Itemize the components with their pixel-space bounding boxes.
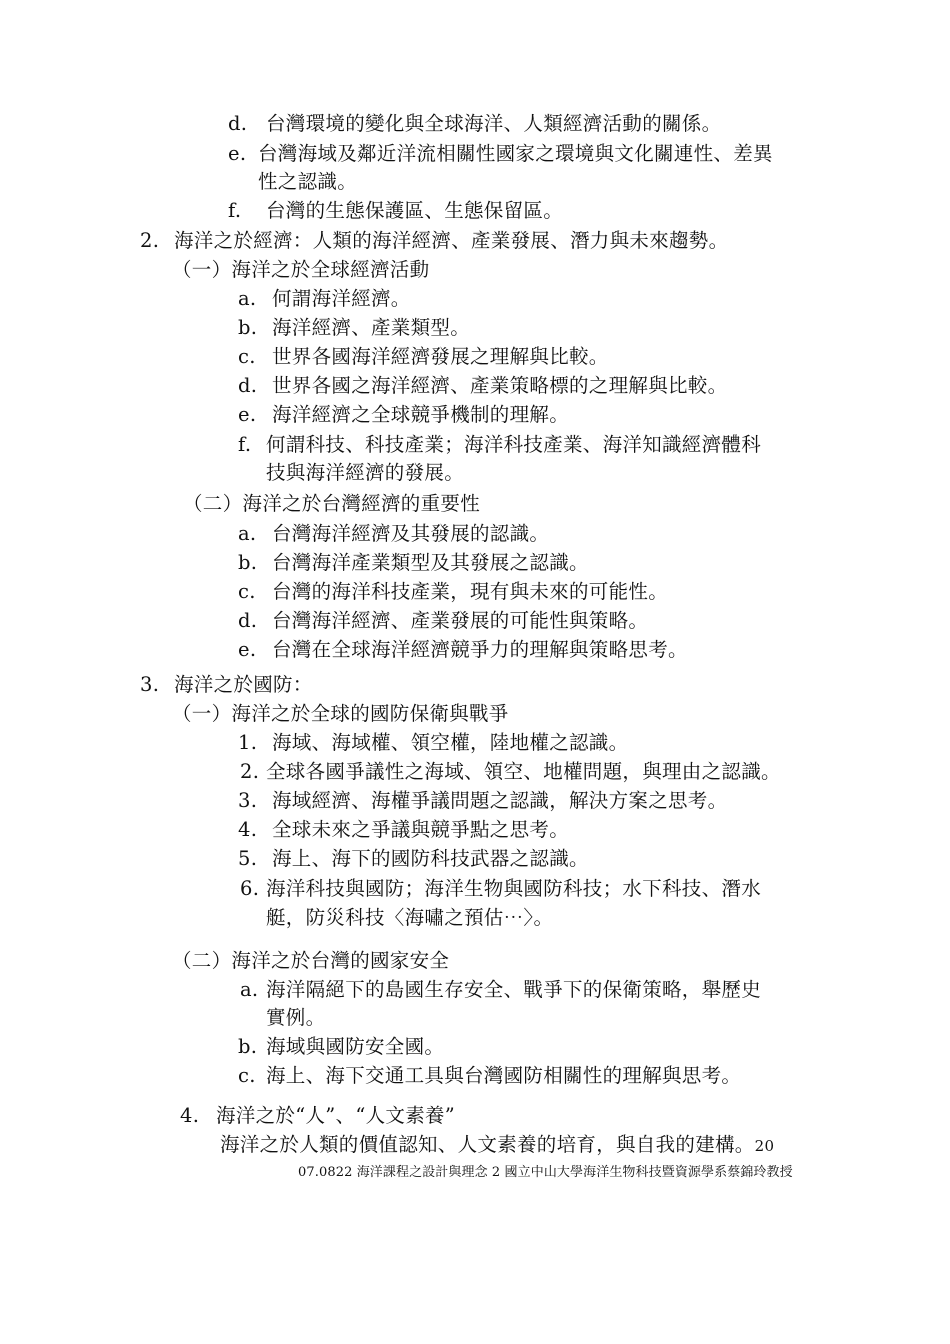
list-item [240, 875, 761, 903]
section-number: 4. [180, 1104, 200, 1127]
list-marker: 5. [238, 847, 258, 870]
list-text: 台灣在全球海洋經濟競爭力的理解與策略思考。 [272, 638, 688, 661]
list-text: 台灣的海洋科技產業，現有與未來的可能性。 [272, 580, 669, 603]
subsection-title: 海洋之於全球經濟活動 [231, 258, 430, 281]
subsection-marker: （二） [183, 492, 243, 515]
list-marker: a. [238, 522, 257, 545]
list-item [238, 520, 549, 548]
list-text: 海上、海下的國防科技武器之認識。 [272, 847, 589, 870]
list-item [238, 607, 648, 635]
list-item [238, 401, 569, 429]
list-marker: e. [228, 142, 247, 165]
list-item [238, 549, 589, 577]
list-item [238, 343, 609, 371]
list-text: 海上、海下交通工具與台灣國防相關性的理解與思考。 [266, 1064, 742, 1087]
list-text: 全球各國爭議性之海域、領空、地權問題，與理由之認識。 [266, 760, 781, 783]
list-text: 何謂科技、科技產業；海洋科技產業、海洋知識經濟體科 [266, 433, 762, 456]
section-number: 2. [140, 229, 160, 252]
list-text: 艇，防災科技〈海嘯之預估⋯〉。 [266, 906, 554, 929]
list-item [238, 314, 470, 342]
page-number: 20 [754, 1137, 775, 1155]
list-item [240, 758, 781, 786]
list-marker: f. [238, 433, 252, 456]
list-marker: a. [238, 287, 257, 310]
list-item [238, 816, 569, 844]
list-item [238, 1062, 741, 1090]
list-item [238, 285, 411, 313]
subsection-heading [172, 947, 449, 975]
list-item [228, 110, 721, 138]
section-title: 海洋之於“人”、“人文素養” [216, 1104, 456, 1127]
list-marker: e. [238, 638, 257, 661]
list-item [240, 976, 761, 1004]
list-text: 何謂海洋經濟。 [272, 287, 411, 310]
list-item [238, 578, 668, 606]
list-marker: 6. [240, 877, 260, 900]
list-marker: 1. [238, 731, 258, 754]
list-item [238, 636, 688, 664]
list-marker: c. [238, 345, 256, 368]
list-text: 海域經濟、海權爭議問題之認識，解決方案之思考。 [272, 789, 728, 812]
list-marker: c. [238, 1064, 256, 1087]
list-text: 台灣海洋經濟、產業發展的可能性與策略。 [272, 609, 649, 632]
list-marker: b. [238, 551, 258, 574]
list-item-continuation [266, 459, 464, 487]
list-text: 技與海洋經濟的發展。 [266, 461, 465, 484]
list-text: 海域與國防安全國。 [266, 1035, 445, 1058]
section-title: 海洋之於國防： [174, 673, 313, 696]
list-text: 性之認識。 [258, 170, 358, 193]
subsection-title: 海洋之於台灣的國家安全 [231, 949, 450, 972]
list-marker: f. [228, 199, 242, 222]
subsection-title: 海洋之於全球的國防保衛與戰爭 [231, 702, 509, 725]
section-title: 海洋之於經濟：人類的海洋經濟、產業發展、潛力與未來趨勢。 [174, 229, 729, 252]
list-item-continuation [258, 168, 357, 196]
list-text: 台灣海洋產業類型及其發展之認識。 [272, 551, 589, 574]
list-item-continuation [266, 904, 553, 932]
list-item [238, 845, 589, 873]
list-marker: 2. [240, 760, 260, 783]
list-item [228, 197, 563, 225]
list-text: 海洋科技與國防；海洋生物與國防科技；水下科技、潛水 [266, 877, 762, 900]
list-text: 世界各國海洋經濟發展之理解與比較。 [272, 345, 609, 368]
list-text: 台灣海洋經濟及其發展的認識。 [272, 522, 550, 545]
list-marker: d. [238, 609, 258, 632]
list-text: 海域、海域權、領空權，陸地權之認識。 [272, 731, 629, 754]
list-marker: c. [238, 580, 256, 603]
list-item [228, 140, 773, 168]
list-marker: b. [238, 316, 258, 339]
list-marker: b. [238, 1035, 258, 1058]
subsection-heading [172, 256, 429, 284]
list-marker: 3. [238, 789, 258, 812]
paragraph [220, 1131, 774, 1160]
list-text: 海洋經濟之全球競爭機制的理解。 [272, 403, 570, 426]
list-item [238, 372, 727, 400]
list-item [238, 787, 727, 815]
page-footer: 07.0822 海洋課程之設計與理念 2 國立中山大學海洋生物科技暨資源學系蔡錦玲教授 [298, 1165, 793, 1180]
section-number: 3. [140, 673, 160, 696]
list-text: 台灣環境的變化與全球海洋、人類經濟活動的關係。 [266, 112, 722, 135]
list-item [238, 431, 761, 459]
list-marker: d. [228, 112, 248, 135]
section-heading [140, 227, 728, 255]
list-marker: a. [240, 978, 259, 1001]
list-marker: e. [238, 403, 257, 426]
section-heading [180, 1102, 455, 1130]
list-text: 全球未來之爭議與競爭點之思考。 [272, 818, 570, 841]
subsection-marker: （一） [172, 258, 232, 281]
subsection-marker: （一） [172, 702, 232, 725]
list-item [238, 729, 628, 757]
list-text: 台灣海域及鄰近洋流相關性國家之環境與文化關連性、差異 [258, 142, 773, 165]
subsection-heading [172, 700, 509, 728]
section-heading [140, 671, 313, 699]
list-text: 世界各國之海洋經濟、產業策略標的之理解與比較。 [272, 374, 728, 397]
list-item [238, 1033, 444, 1061]
list-item-continuation [266, 1004, 325, 1032]
list-text: 實例。 [266, 1006, 326, 1029]
list-text: 台灣的生態保護區、生態保留區。 [266, 199, 564, 222]
list-marker: d. [238, 374, 258, 397]
list-text: 海洋經濟、產業類型。 [272, 316, 471, 339]
list-text: 海洋隔絕下的島國生存安全、戰爭下的保衛策略，舉歷史 [266, 978, 762, 1001]
subsection-marker: （二） [172, 949, 232, 972]
subsection-title: 海洋之於台灣經濟的重要性 [242, 492, 481, 515]
subsection-heading [183, 490, 480, 518]
paragraph-text: 海洋之於人類的價值認知、人文素養的培育，與自我的建構。 [220, 1133, 755, 1156]
list-marker: 4. [238, 818, 258, 841]
